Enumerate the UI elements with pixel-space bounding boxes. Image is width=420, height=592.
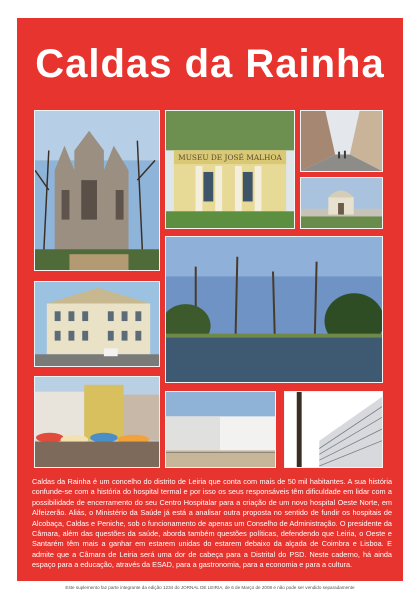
photo-park-lake: [165, 236, 383, 383]
museum-sign: MUSEU DE JOSÉ MALHOA: [178, 153, 282, 163]
photo-church: [34, 110, 160, 271]
photo-apartments: [284, 391, 383, 468]
photo-school: [165, 391, 276, 468]
photo-pavilion: [300, 177, 383, 229]
photo-market: [34, 376, 160, 468]
photo-hospital: [34, 281, 160, 367]
photo-museum: [165, 110, 295, 229]
cover-caption: Caldas da Rainha é um concelho do distrito de Leiria que conta com mais de 50 mil habitantes. A sua história confunde-se com a história do hospital termal e por isso os seus responsáveis têm dificuldade em lidar com a possibilidade de encerramento do seu Centro Hospitalar para a criação de um novo hospital Oeste Norte, em Alfeizerão. Aliás, o Ministério da Saúde já está a analisar outra proposta no sentido de fundir os hospitais de Alcobaça, Caldas e Peniche, sob o funcionamento de apenas um Conselho de Administração. O presidente da Câmara, além das questões da saúde, aborda também questões políticas, defendendo que Leiria, o Oeste e Santarém têm mais a ganhar em estarem unidas do estarem debaixo da alçada de Coimbra e Lisboa. E admite que a Câmara de Leiria será uma dor de cabeça para a Distrital do PSD. Neste caderno, há ainda espaço para a educação, através da ESAD, para a gastronomia, para a economia e para a cultura.: [32, 477, 392, 570]
cover-title: Caldas da Rainha: [35, 42, 385, 86]
photo-street: [300, 110, 383, 172]
footer-note: Este suplemento faz parte integrante da edição 1234 do JORNAL DE LEIRIA, de 6 de Março de 2008 e não pode ser vendido separadamente: [65, 585, 355, 590]
